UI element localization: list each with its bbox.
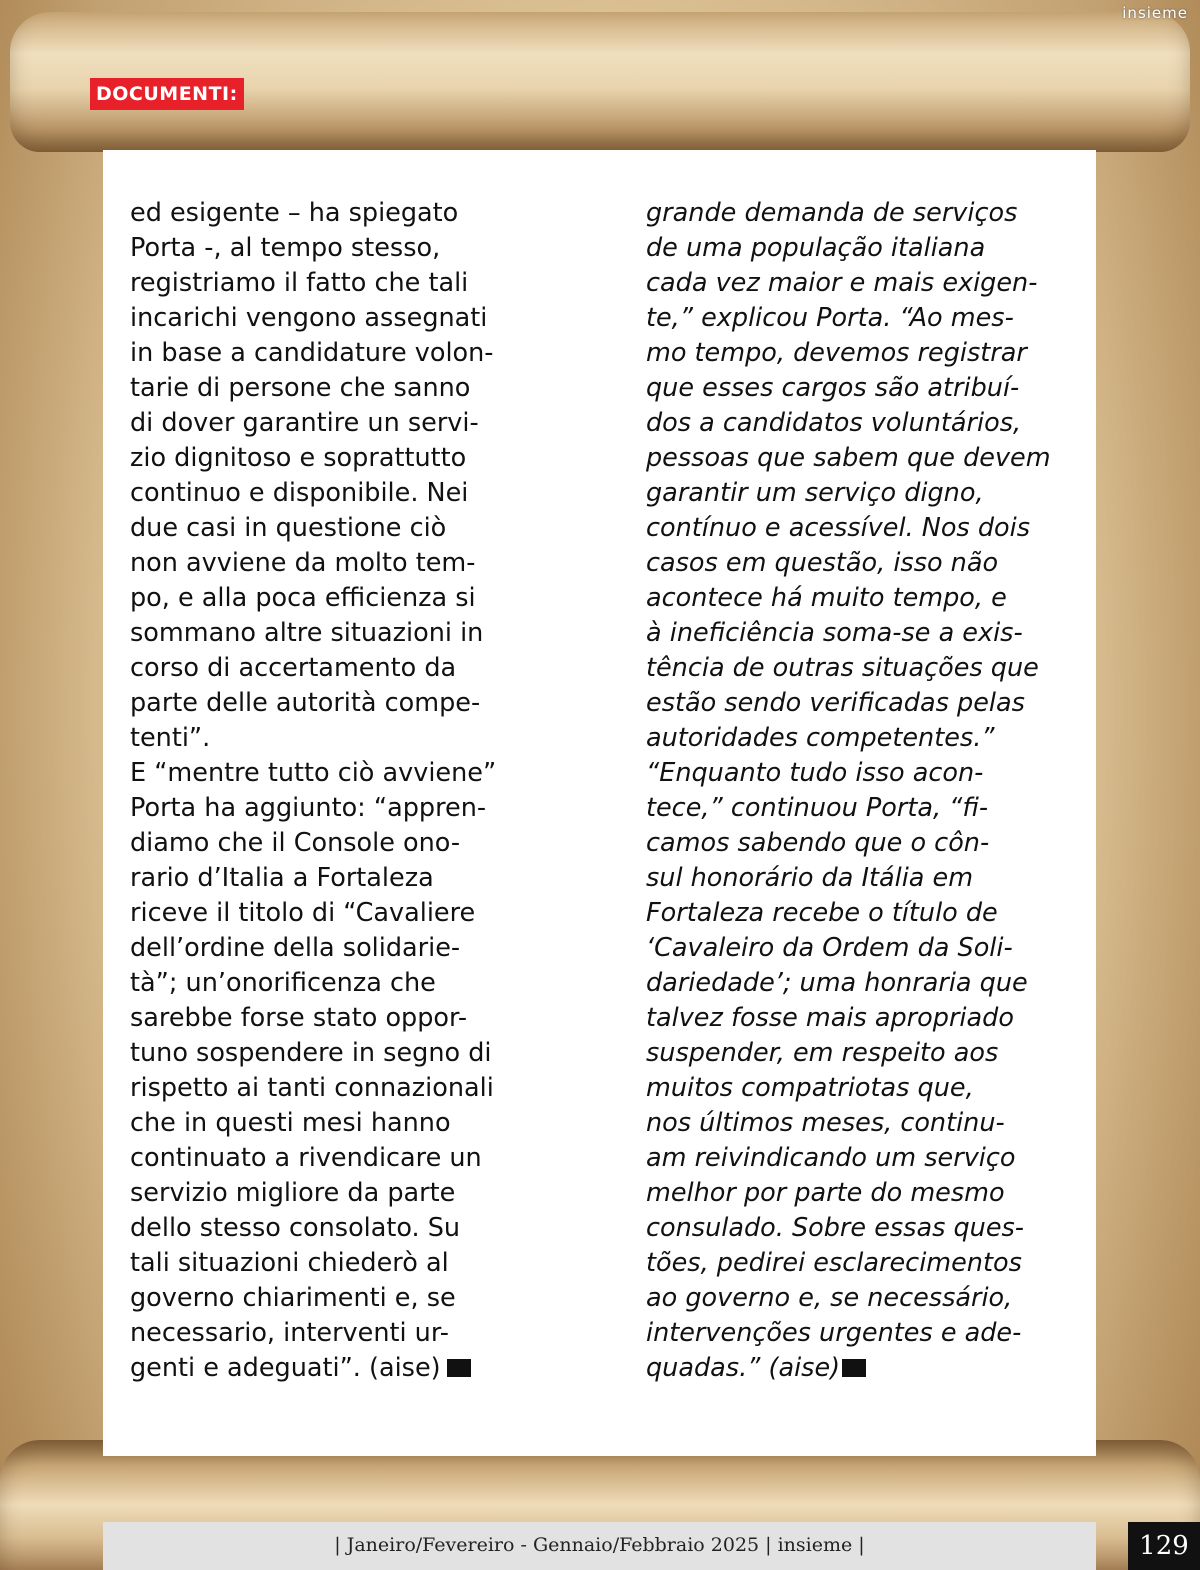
- portuguese-text-line: Fortaleza recebe o título de: [646, 898, 998, 928]
- portuguese-text-line: casos em questão, isso não: [646, 548, 999, 578]
- portuguese-text-line: ‘Cavaleiro da Ordem da Soli-: [646, 933, 1013, 963]
- portuguese-text-line: garantir um serviço digno,: [646, 478, 984, 508]
- italian-text-line: tuno sospendere in segno di: [130, 1038, 492, 1068]
- portuguese-text-line: autoridades competentes.”: [646, 723, 995, 753]
- italian-text-line: di dover garantire un servi-: [130, 408, 479, 438]
- portuguese-text-line: ao governo e, se necessário,: [646, 1283, 1013, 1313]
- italian-text-line: governo chiarimenti e, se: [130, 1283, 456, 1313]
- italian-text-line: non avviene da molto tem-: [130, 548, 476, 578]
- italian-text-line: continuato a rivendicare un: [130, 1143, 482, 1173]
- italian-text-line: rispetto ai tanti connazionali: [130, 1073, 494, 1103]
- italian-text-line: incarichi vengono assegnati: [130, 303, 488, 333]
- portuguese-column: [646, 196, 1091, 1386]
- italian-text-line: dello stesso consolato. Su: [130, 1213, 461, 1243]
- portuguese-text-line: de uma população italiana: [646, 233, 986, 263]
- end-of-article-square-icon: [842, 1359, 866, 1377]
- italian-text-line: zio dignitoso e soprattutto: [130, 443, 467, 473]
- article-panel: [103, 150, 1096, 1456]
- portuguese-text-line: tece,” continuou Porta, “fi-: [646, 793, 989, 823]
- portuguese-text-line: consulado. Sobre essas ques-: [646, 1213, 1024, 1243]
- italian-text-line: corso di accertamento da: [130, 653, 457, 683]
- italian-text-line: sommano altre situazioni in: [130, 618, 484, 648]
- italian-text-line: ed esigente – ha spiegato: [130, 198, 459, 228]
- end-of-article-square-icon: [447, 1359, 471, 1377]
- portuguese-text-line: tões, pedirei esclarecimentos: [646, 1248, 1022, 1278]
- section-label: DOCUMENTI:: [90, 78, 244, 110]
- portuguese-text-line: sul honorário da Itália em: [646, 863, 974, 893]
- footer-bar: [103, 1522, 1096, 1570]
- portuguese-text-line: dariedade’; uma honraria que: [646, 968, 1028, 998]
- portuguese-text-line: intervenções urgentes e ade-: [646, 1318, 1022, 1348]
- italian-text-line: sarebbe forse stato oppor-: [130, 1003, 468, 1033]
- footer-issue-text: | Janeiro/Fevereiro - Gennaio/Febbraio 2025 | insieme |: [334, 1534, 865, 1556]
- italian-text-line: dell’ordine della solidarie-: [130, 933, 461, 963]
- portuguese-text-line: talvez fosse mais apropriado: [646, 1003, 1014, 1033]
- italian-text-line: riceve il titolo di “Cavaliere: [130, 898, 476, 928]
- italian-text-line: diamo che il Console ono-: [130, 828, 461, 858]
- italian-text-line: che in questi mesi hanno: [130, 1108, 451, 1138]
- italian-text-line: rario d’Italia a Fortaleza: [130, 863, 434, 893]
- portuguese-text-line: contínuo e acessível. Nos dois: [646, 513, 1030, 543]
- italian-text-line: registriamo il fatto che tali: [130, 268, 469, 298]
- italian-text-line: servizio migliore da parte: [130, 1178, 456, 1208]
- italian-text-line: in base a candidature volon-: [130, 338, 494, 368]
- italian-text-line: E “mentre tutto ciò avviene”: [130, 758, 497, 788]
- portuguese-text-line: pessoas que sabem que devem: [646, 443, 1051, 473]
- portuguese-text-line: que esses cargos são atribuí-: [646, 373, 1020, 403]
- italian-text-line: Porta -, al tempo stesso,: [130, 233, 441, 263]
- italian-text-line: tali situazioni chiederò al: [130, 1248, 449, 1278]
- portuguese-text-line: cada vez maior e mais exigen-: [646, 268, 1038, 298]
- portuguese-text-line: dos a candidatos voluntários,: [646, 408, 1022, 438]
- italian-text-line: tà”; un’onorificenza che: [130, 968, 436, 998]
- portuguese-text-line: am reivindicando um serviço: [646, 1143, 1016, 1173]
- portuguese-text-line: à ineficiência soma-se a exis-: [646, 618, 1023, 648]
- portuguese-text-line: mo tempo, devemos registrar: [646, 338, 1027, 368]
- portuguese-text-line: nos últimos meses, continu-: [646, 1108, 1005, 1138]
- magazine-logo: insieme: [1122, 4, 1188, 22]
- italian-text-line: po, e alla poca efficienza si: [130, 583, 476, 613]
- italian-text-line: due casi in questione ciò: [130, 513, 447, 543]
- portuguese-text-line: suspender, em respeito aos: [646, 1038, 999, 1068]
- italian-text-line: necessario, interventi ur-: [130, 1318, 449, 1348]
- italian-text-line: genti e adeguati”. (aise): [130, 1351, 590, 1386]
- portuguese-text-line: muitos compatriotas que,: [646, 1073, 974, 1103]
- italian-text-line: parte delle autorità compe-: [130, 688, 481, 718]
- portuguese-text-line: te,” explicou Porta. “Ao mes-: [646, 303, 1014, 333]
- italian-text-line: Porta ha aggiunto: “appren-: [130, 793, 487, 823]
- italian-text-line: tenti”.: [130, 723, 211, 753]
- italian-column: [130, 196, 590, 1386]
- portuguese-text-line: melhor por parte do mesmo: [646, 1178, 1005, 1208]
- portuguese-text-line: acontece há muito tempo, e: [646, 583, 1007, 613]
- italian-text-line: tarie di persone che sanno: [130, 373, 471, 403]
- portuguese-text-line: camos sabendo que o côn-: [646, 828, 990, 858]
- page-number: 129: [1128, 1522, 1200, 1570]
- portuguese-text-line: grande demanda de serviços: [646, 198, 1018, 228]
- portuguese-text-line: tência de outras situações que: [646, 653, 1039, 683]
- portuguese-text-line: quadas.” (aise): [646, 1351, 1091, 1386]
- italian-text-line: continuo e disponibile. Nei: [130, 478, 469, 508]
- portuguese-text-line: estão sendo verificadas pelas: [646, 688, 1025, 718]
- portuguese-text-line: “Enquanto tudo isso acon-: [646, 758, 984, 788]
